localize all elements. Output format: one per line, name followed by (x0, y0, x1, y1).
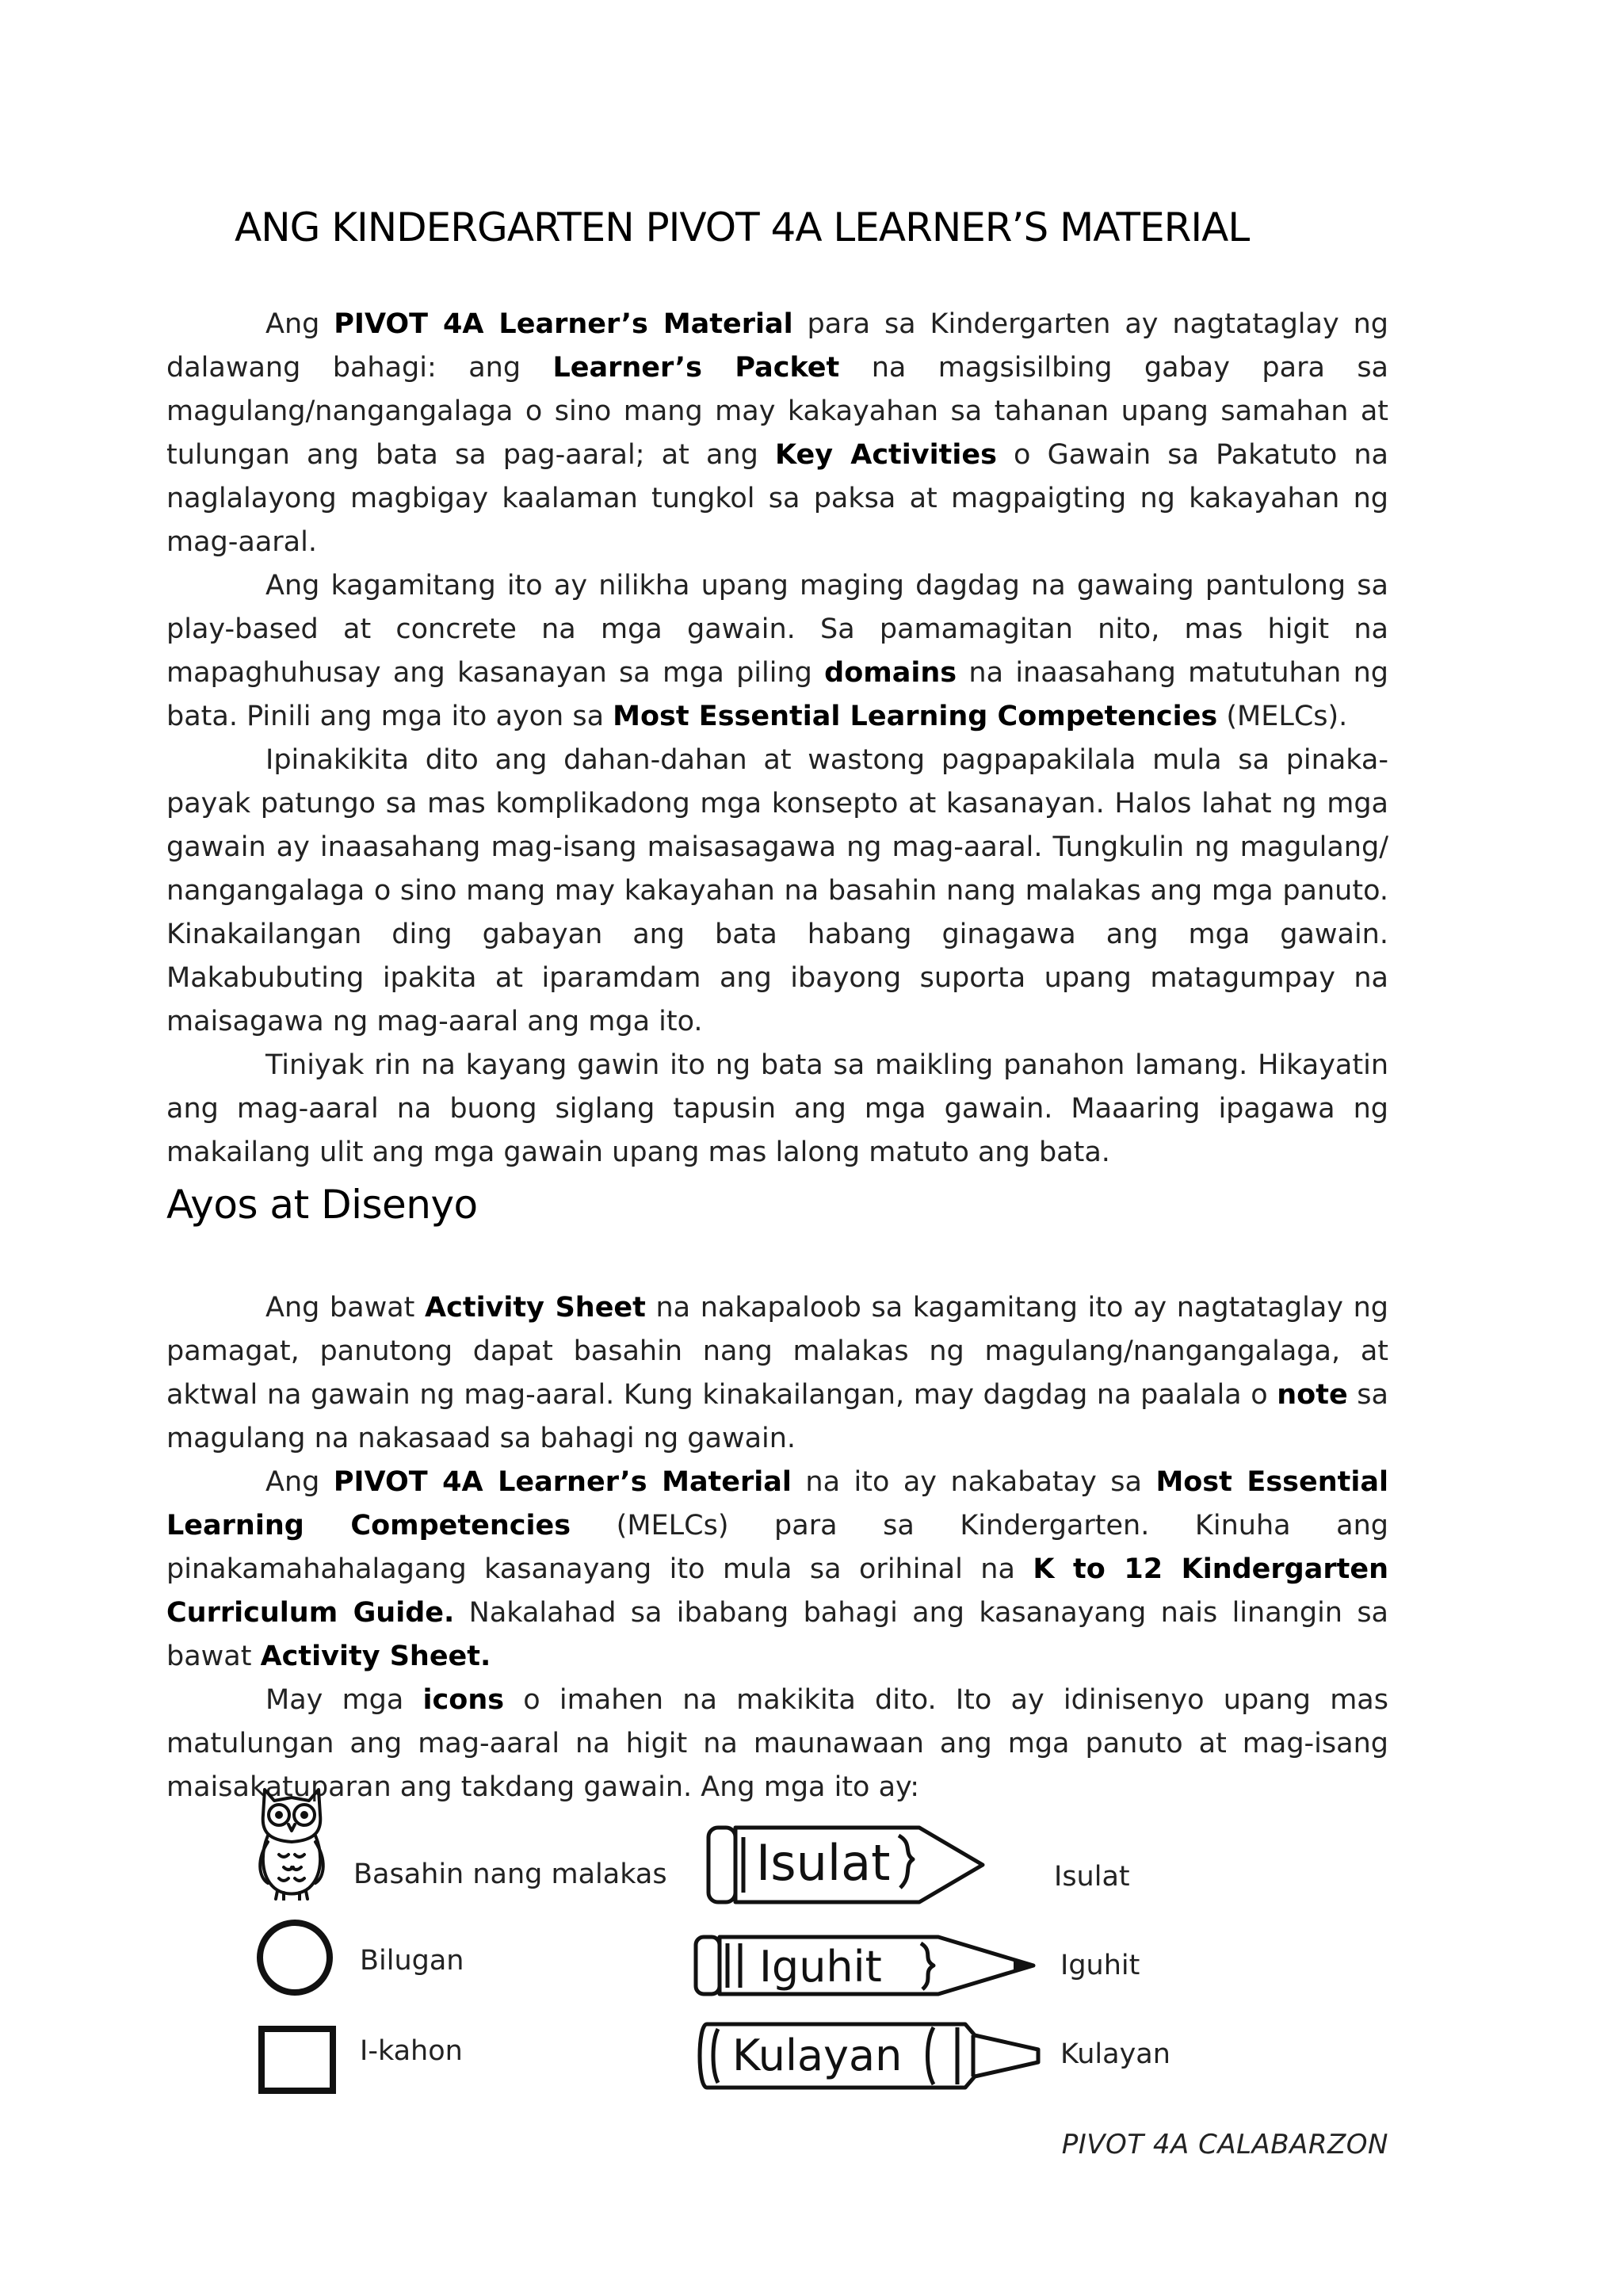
square-icon (258, 2026, 336, 2094)
legend-label-ikahon: I-kahon (360, 2035, 463, 2067)
pencil-icon-iguhit (693, 1931, 1041, 2000)
intro-paragraph-2: Ang kagamitang ito ay nilikha upang maging dagdag na gawaing pantulong sa play-based at concrete na mga gawain. Sa pamamagitan nito, mas higit na mapaghuhusay ang kasanayan sa mga piling domains na inaasahang matutuhan ng bata. Pinili ang mga ito ayon sa Most Essential Learning Competencies (MELCs). (166, 570, 1389, 732)
design-section (166, 1286, 1388, 1809)
design-paragraph-2: Ang PIVOT 4A Learner’s Material na ito ay nakabatay sa Most Essential Learning Competencies (MELCs) para sa Kindergarten. Kinuha ang pinakamahahalagang kasanayang ito mula sa orihinal na K to 12 Kindergarten Curriculum Guide. Nakalahad sa ibabang bahagi ang kasanayang nais linangin sa bawat Activity Sheet. (166, 1466, 1388, 1672)
legend-label-iguhit: Iguhit (1060, 1950, 1140, 1981)
legend-label-kulayan: Kulayan (1060, 2038, 1170, 2070)
design-paragraph-1: Ang bawat Activity Sheet na nakapaloob sa kagamitang ito ay nagtataglay ng pamagat, panutong dapat basahin nang malakas ng magulang/nangangalaga, at aktwal na gawain ng mag-aaral. Kung kinakailangan, may dagdag na paalala o note sa magulang na nakasaad sa bahagi ng gawain. (166, 1292, 1388, 1454)
section-heading: Ayos at Disenyo (166, 1182, 478, 1228)
legend-label-basahin: Basahin nang malakas (353, 1859, 667, 1890)
intro-paragraph-1: Ang PIVOT 4A Learner’s Material para sa Kindergarten ay nagtataglay ng dalawang bahagi: ang Learner’s Packet na magsisilbing gabay para sa magulang/nangangalaga o sino mang may kakayahan sa tahanan upang samahan at tulungan ang bata sa pag-aaral; at ang Key Activities o Gawain sa Pakatuto na naglalayong magbigay kaalaman tungkol sa paksa at magpaigting ng kakayahan ng mag-aaral. (166, 308, 1389, 558)
design-paragraph-3: May mga icons o imahen na makikita dito. Ito ay idinisenyo upang mas matulungan ang mag-aaral na higit na maunawaan ang mga panuto at mag-isang maisakatuparan ang takdang gawain. Ang mga ito ay: (166, 1684, 1388, 1803)
intro-section (166, 303, 1388, 1175)
pencil-label-iguhit: Iguhit (759, 1942, 882, 1992)
owl-icon (255, 1783, 328, 1901)
legend-label-isulat: Isulat (1054, 1861, 1130, 1893)
circle-icon (255, 1918, 334, 1997)
legend-label-bilugan: Bilugan (360, 1945, 464, 1977)
intro-paragraph-4: Tiniyak rin na kayang gawin ito ng bata sa maikling panahon lamang. Hikayatin ang mag-aaral na buong siglang tapusin ang mga gawain. Maaaring ipagawa ng makailang ulit ang mga gawain upang mas lalong matuto ang bata. (166, 1049, 1388, 1168)
intro-paragraph-3: Ipinakikita dito ang dahan-dahan at wastong pagpapakilala mula sa pinaka-payak patungo sa mas komplikadong mga konsepto at kasanayan. Halos lahat ng mga gawain ay inaasahang mag-isang maisasagawa ng mag-aaral. Tungkulin ng magulang/ nangangalaga o sino mang may kakayahan na basahin nang malakas ang mga panuto. Kinakailangan ding gabayan ang bata habang ginagawa ang mga gawain. Makabubuting ipakita at iparamdam ang ibayong suporta upang matagumpay na maisagawa ng mag-aaral ang mga ito. (166, 744, 1388, 1037)
pencil-icon-isulat (705, 1821, 991, 1910)
crayon-label-kulayan: Kulayan (732, 2030, 903, 2080)
footer-text: PIVOT 4A CALABARZON (1061, 2129, 1388, 2160)
crayon-icon-kulayan (696, 2018, 1044, 2094)
page-title: ANG KINDERGARTEN PIVOT 4A LEARNER’S MATERIAL (235, 204, 1250, 250)
pencil-label-isulat: Isulat (756, 1834, 891, 1892)
